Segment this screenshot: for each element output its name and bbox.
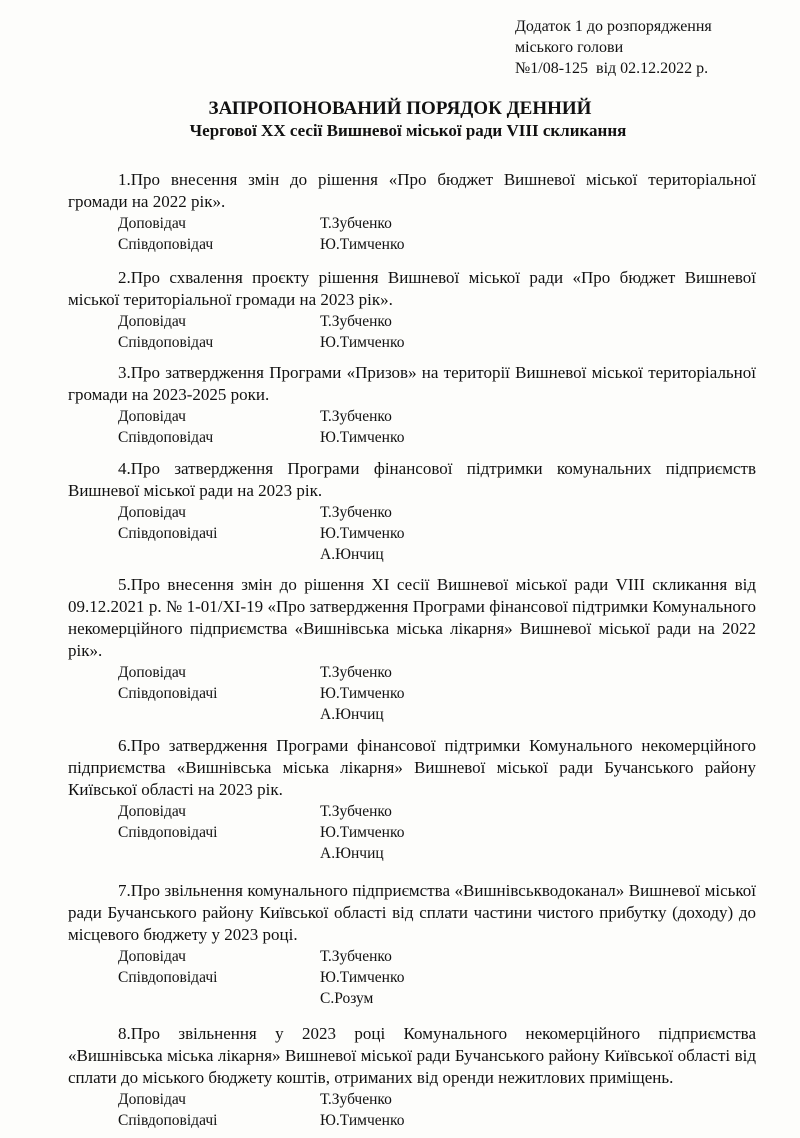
speaker-row	[68, 213, 756, 234]
appendix-line-2: міського голови	[515, 39, 624, 56]
speaker-role: Доповідач	[118, 408, 186, 425]
document-title: ЗАПРОПОНОВАНИЙ ПОРЯДОК ДЕННИЙ	[208, 98, 592, 119]
speaker-role: Співдоповідачі	[118, 685, 218, 702]
agenda-item-1	[68, 169, 756, 255]
speaker-role: Доповідач	[118, 313, 186, 330]
agenda-item-7	[68, 880, 756, 1009]
speaker-name: А.Юнчиц	[320, 706, 384, 723]
speaker-role: Співдоповідач	[118, 236, 214, 253]
appendix-line-1: Додаток 1 до розпорядження	[515, 18, 712, 35]
speaker-row	[68, 502, 756, 523]
speaker-role: Доповідач	[118, 948, 186, 965]
speaker-name: Т.Зубченко	[320, 215, 392, 232]
agenda-item-text: 6.Про затвердження Програми фінансової підтримки Комунального некомерційного підприємства «Вишнівська міська лікарня» Вишневої міської ради Бучанського району Київської області на 2023 рік.	[68, 736, 756, 799]
agenda-item-6	[68, 735, 756, 864]
speaker-row	[68, 406, 756, 427]
speaker-row	[68, 967, 756, 988]
speaker-row	[68, 683, 756, 704]
speaker-name: Т.Зубченко	[320, 1091, 392, 1108]
agenda-item-2	[68, 267, 756, 353]
speaker-role: Співдоповідачі	[118, 969, 218, 986]
speaker-role: Доповідач	[118, 215, 186, 232]
agenda-item-text: 2.Про схвалення проєкту рішення Вишневої міської ради «Про бюджет Вишневої міської територіальної громади на 2023 рік».	[68, 268, 756, 309]
speaker-role: Співдоповідач	[118, 429, 214, 446]
agenda-item-text: 5.Про внесення змін до рішення XI сесії Вишневої міської ради VIII скликання від 09.12.2021 р. № 1-01/XI-19 «Про затвердження Програми фінансової підтримки Комунального некомерційного підприємства «Вишнівська міська лікарня» Вишневої міської ради на 2022 рік».	[68, 575, 756, 660]
document-subtitle: Чергової XX сесії Вишневої міської ради VIII скликання	[189, 121, 627, 140]
speaker-name: Ю.Тимченко	[320, 334, 405, 351]
agenda-item-text: 8.Про звільнення у 2023 році Комунального некомерційного підприємства «Вишнівська міська лікарня» Вишневої міської ради Бучанського району Київської області від сплати до міського бюджету коштів, отриманих від оренди нежитлових приміщень.	[68, 1024, 756, 1087]
speaker-name: Ю.Тимченко	[320, 429, 405, 446]
speaker-role: Співдоповідачі	[118, 824, 218, 841]
speaker-name: Т.Зубченко	[320, 408, 392, 425]
appendix-line-3: №1/08-125 від 02.12.2022 р.	[515, 60, 709, 77]
speaker-name: Ю.Тимченко	[320, 236, 405, 253]
speaker-name: Ю.Тимченко	[320, 824, 405, 841]
speaker-name: Т.Зубченко	[320, 948, 392, 965]
speaker-row	[68, 822, 756, 843]
agenda-item-text: 3.Про затвердження Програми «Призов» на території Вишневої міської територіальної громади на 2023-2025 роки.	[68, 363, 756, 404]
speaker-row	[68, 988, 756, 1009]
speaker-role: Доповідач	[118, 664, 186, 681]
speaker-role: Доповідач	[118, 504, 186, 521]
speaker-row	[68, 427, 756, 448]
speaker-row	[68, 801, 756, 822]
speaker-name: Ю.Тимченко	[320, 685, 405, 702]
speaker-name: Т.Зубченко	[320, 504, 392, 521]
speaker-name: Ю.Тимченко	[320, 969, 405, 986]
speaker-row	[68, 704, 756, 725]
speaker-name: Т.Зубченко	[320, 313, 392, 330]
speaker-row	[68, 1089, 756, 1110]
agenda-item-text: 1.Про внесення змін до рішення «Про бюджет Вишневої міської територіальної громади на 2022 рік».	[68, 170, 756, 211]
speaker-name: Т.Зубченко	[320, 803, 392, 820]
speaker-name: Ю.Тимченко	[320, 525, 405, 542]
speaker-name: Т.Зубченко	[320, 664, 392, 681]
speaker-row	[68, 523, 756, 544]
speaker-row	[68, 544, 756, 565]
appendix-note	[515, 16, 712, 79]
speaker-role: Доповідач	[118, 1091, 186, 1108]
agenda-item-8	[68, 1023, 756, 1131]
speaker-name: А.Юнчиц	[320, 546, 384, 563]
speaker-role: Співдоповідач	[118, 334, 214, 351]
speaker-role: Доповідач	[118, 803, 186, 820]
speaker-row	[68, 234, 756, 255]
agenda-item-3	[68, 362, 756, 448]
speaker-role: Співдоповідачі	[118, 525, 218, 542]
speaker-role: Співдоповідачі	[118, 1112, 218, 1129]
speaker-row	[68, 332, 756, 353]
speaker-row	[68, 1110, 756, 1131]
agenda-item-4	[68, 458, 756, 565]
speaker-row	[68, 843, 756, 864]
agenda-item-text: 7.Про звільнення комунального підприємства «Вишнівськводоканал» Вишневої міської ради Бучанського району Київської області від сплати частини чистого прибутку (доходу) до місцевого бюджету у 2023 році.	[68, 881, 756, 944]
speaker-name: А.Юнчиц	[320, 845, 384, 862]
speaker-row	[68, 662, 756, 683]
speaker-name: Ю.Тимченко	[320, 1112, 405, 1129]
speaker-row	[68, 946, 756, 967]
agenda-item-5	[68, 574, 756, 725]
agenda-item-text: 4.Про затвердження Програми фінансової підтримки комунальних підприємств Вишневої міської ради на 2023 рік.	[68, 459, 756, 500]
speaker-name: С.Розум	[320, 990, 374, 1007]
speaker-row	[68, 311, 756, 332]
